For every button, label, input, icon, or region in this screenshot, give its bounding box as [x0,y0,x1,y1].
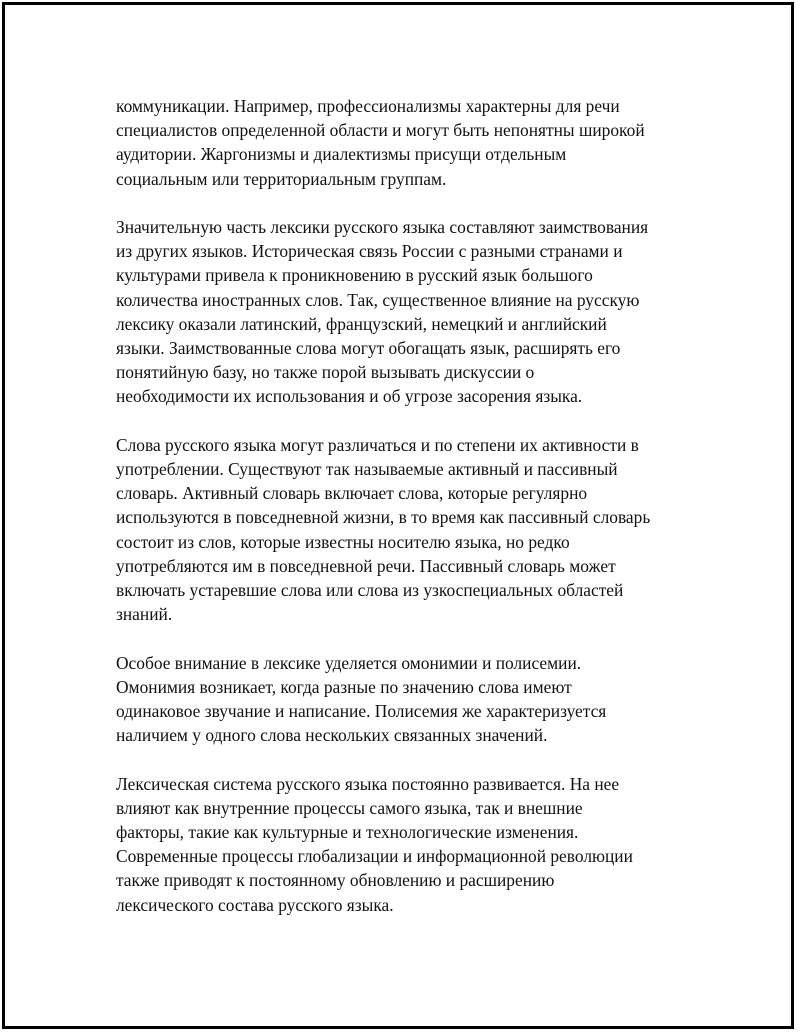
paragraph [116,94,706,191]
text-line: социальным или территориальным группам. [116,168,447,189]
text-line: состоит из слов, которые известны носителю языка, но редко [116,531,570,552]
text-line: Лексическая система русского языка постоянно развивается. На нее [116,773,620,794]
text-line: Особое внимание в лексике уделяется омонимии и полисемии. [116,652,582,673]
text-line: необходимости их использования и об угрозе засорения языка. [116,386,583,407]
text-line: употребляются им в повседневной речи. Пассивный словарь может [116,555,616,576]
text-line: специалистов определенной области и могут быть непонятны широкой [116,120,645,141]
text-line: Слова русского языка могут различаться и по степени их активности в [116,434,639,455]
text-line: факторы, такие как культурные и технологические изменения. [116,822,579,843]
text-line: аудитории. Жаргонизмы и диалектизмы присущи отдельным [116,144,567,165]
text-line: Значительную часть лексики русского языка составляют заимствования [116,217,649,237]
text-line: языки. Заимствованные слова могут обогащать язык, расширять его [116,338,621,359]
text-line: культурами привела к проникновению в русский язык большого [116,265,593,286]
paragraph [116,433,706,627]
paragraph [116,215,706,409]
text-line: также приводят к постоянному обновлению и расширению [116,870,555,891]
text-line: наличием у одного слова нескольких связанных значений. [116,725,548,746]
paragraph [116,772,706,917]
text-line: словарь. Активный словарь включает слова, которые регулярно [116,483,588,504]
text-line: знаний. [116,604,173,625]
text-line: лексического состава русского языка. [116,894,394,915]
text-line: влияют как внутренние процессы самого языка, так и внешние [116,797,583,818]
text-line: включать устаревшие слова или слова из узкоспециальных областей [116,580,624,601]
document-body [116,94,706,917]
text-line: лексику оказали латинский, французский, немецкий и английский [116,313,607,334]
text-line: из других языков. Историческая связь России с разными странами и [116,241,623,262]
text-line: Омонимия возникает, когда разные по значению слова имеют [116,676,572,697]
text-line: используются в повседневной жизни, в то время как пассивный словарь [116,507,651,528]
text-line: количества иностранных слов. Так, существенное влияние на русскую [116,289,640,310]
text-line: понятийную базу, но также порой вызывать дискуссии о [116,362,535,383]
text-line: одинаковое звучание и написание. Полисемия же характеризуется [116,701,607,722]
paragraph [116,651,706,748]
text-line: коммуникации. Например, профессионализмы характерны для речи [116,96,620,116]
text-line: употреблении. Существуют так называемые активный и пассивный [116,459,618,480]
text-line: Современные процессы глобализации и информационной революции [116,846,633,867]
